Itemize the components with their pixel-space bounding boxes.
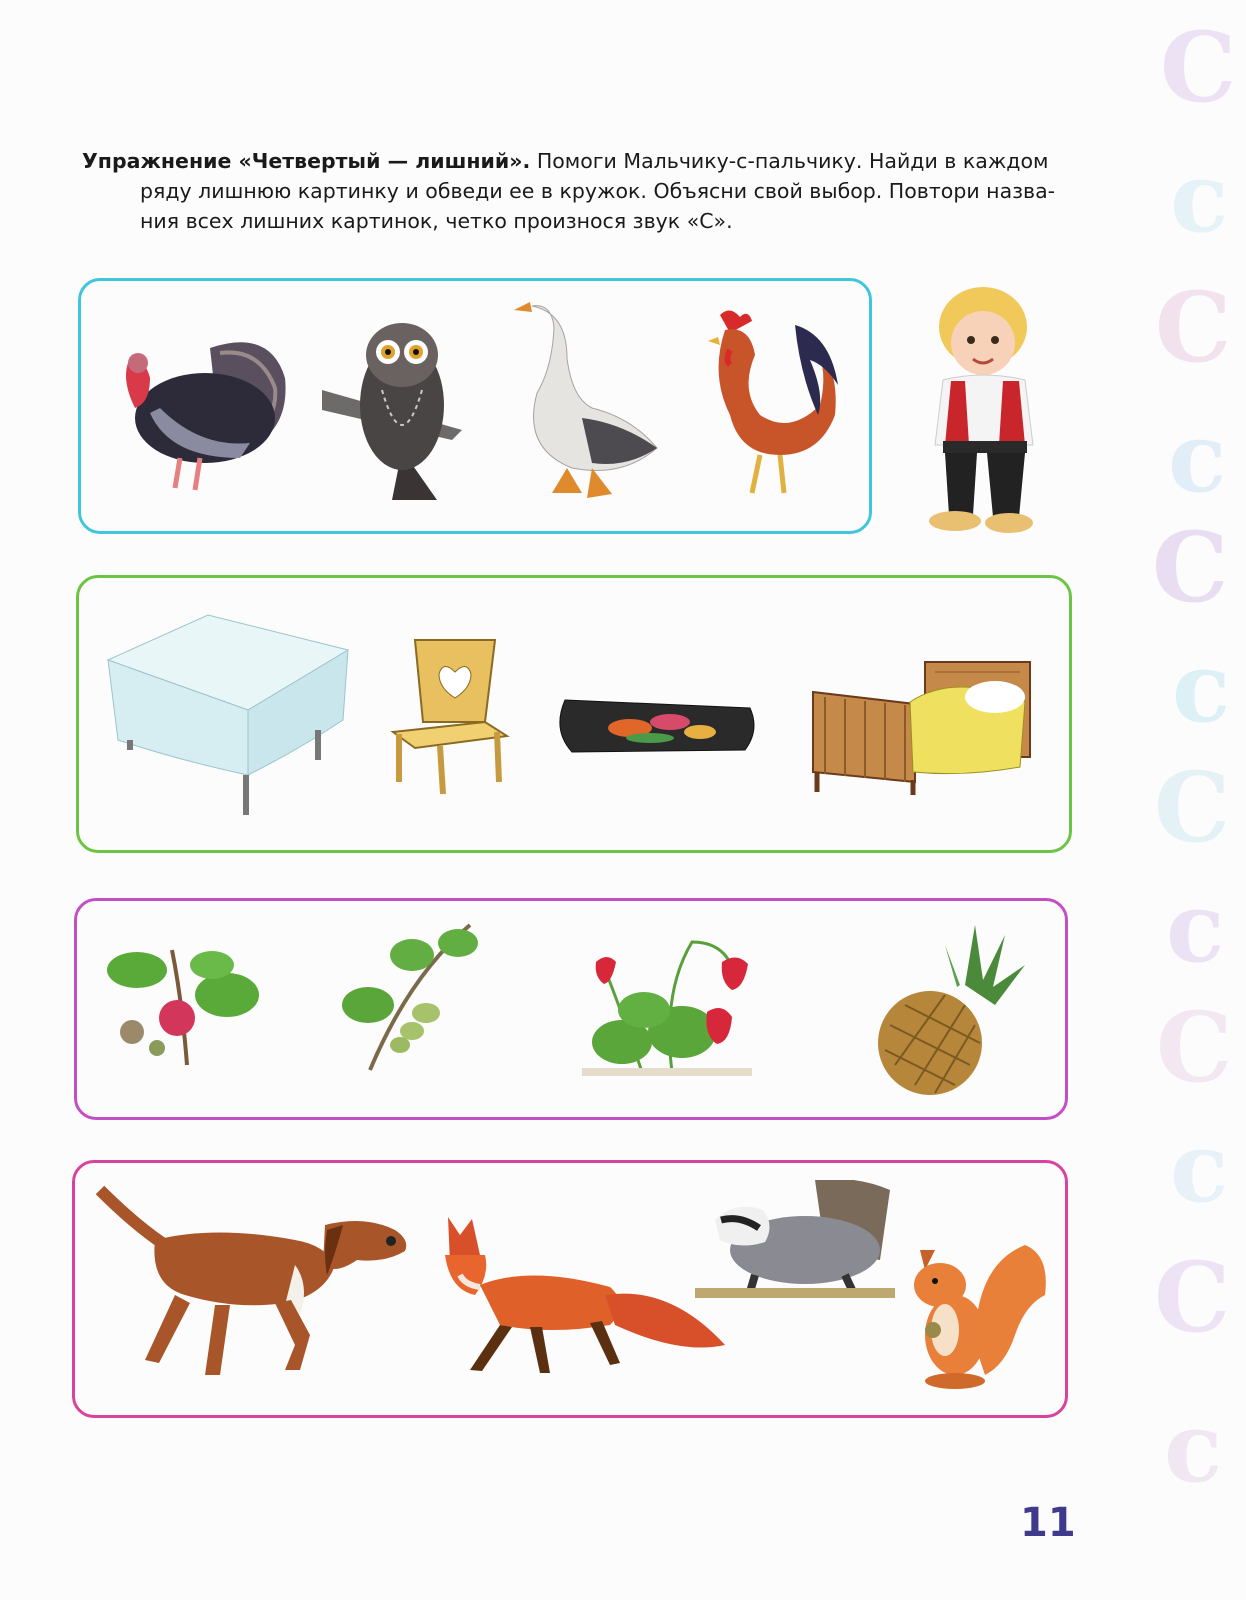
turkey-icon[interactable] [100, 318, 290, 498]
side-letter: С [1156, 991, 1233, 1104]
badger-icon[interactable] [695, 1180, 895, 1298]
side-letter: С [1154, 1241, 1231, 1354]
strawberry-icon[interactable] [582, 932, 762, 1082]
tray-icon[interactable] [550, 690, 760, 762]
side-letter: с [1164, 1391, 1223, 1504]
instruction-line: ряду лишнюю картинку и обведи ее в кружок. Объясни свой выбор. Повтори назва- [140, 179, 1056, 203]
goose-icon[interactable] [512, 298, 662, 503]
side-letter: С [1160, 11, 1237, 124]
owl-icon[interactable] [322, 310, 462, 500]
gooseberry-icon[interactable] [340, 915, 480, 1075]
instruction-line: ния всех лишних картинок, четко произнося звук «С». [140, 209, 733, 233]
side-letter: С [1155, 271, 1232, 384]
rooster-icon[interactable] [700, 305, 840, 500]
fox-icon[interactable] [440, 1215, 730, 1375]
dog-icon[interactable] [95, 1185, 415, 1385]
side-letter: с [1166, 871, 1225, 984]
side-letter: С [1152, 511, 1229, 624]
side-letter: С [1154, 751, 1231, 864]
squirrel-icon[interactable] [905, 1235, 1050, 1395]
side-letter: с [1170, 141, 1229, 254]
chair-icon[interactable] [385, 632, 515, 797]
raspberry-icon[interactable] [102, 940, 262, 1070]
tom-thumb-boy-icon [915, 285, 1055, 540]
side-letter: с [1170, 1111, 1229, 1224]
side-letter: с [1172, 631, 1231, 744]
pineapple-icon[interactable] [875, 925, 1035, 1100]
side-letter: с [1168, 401, 1227, 514]
table-icon[interactable] [98, 610, 353, 820]
exercise-title: Упражнение «Четвертый — лишний». [82, 149, 531, 173]
exercise-instruction [82, 146, 1102, 236]
side-letter-strip [1150, 0, 1246, 1600]
instruction-line: Помоги Мальчику-с-пальчику. Найди в каждом [530, 149, 1049, 173]
bed-icon[interactable] [805, 652, 1040, 797]
page-number: 11 [1020, 1500, 1076, 1546]
